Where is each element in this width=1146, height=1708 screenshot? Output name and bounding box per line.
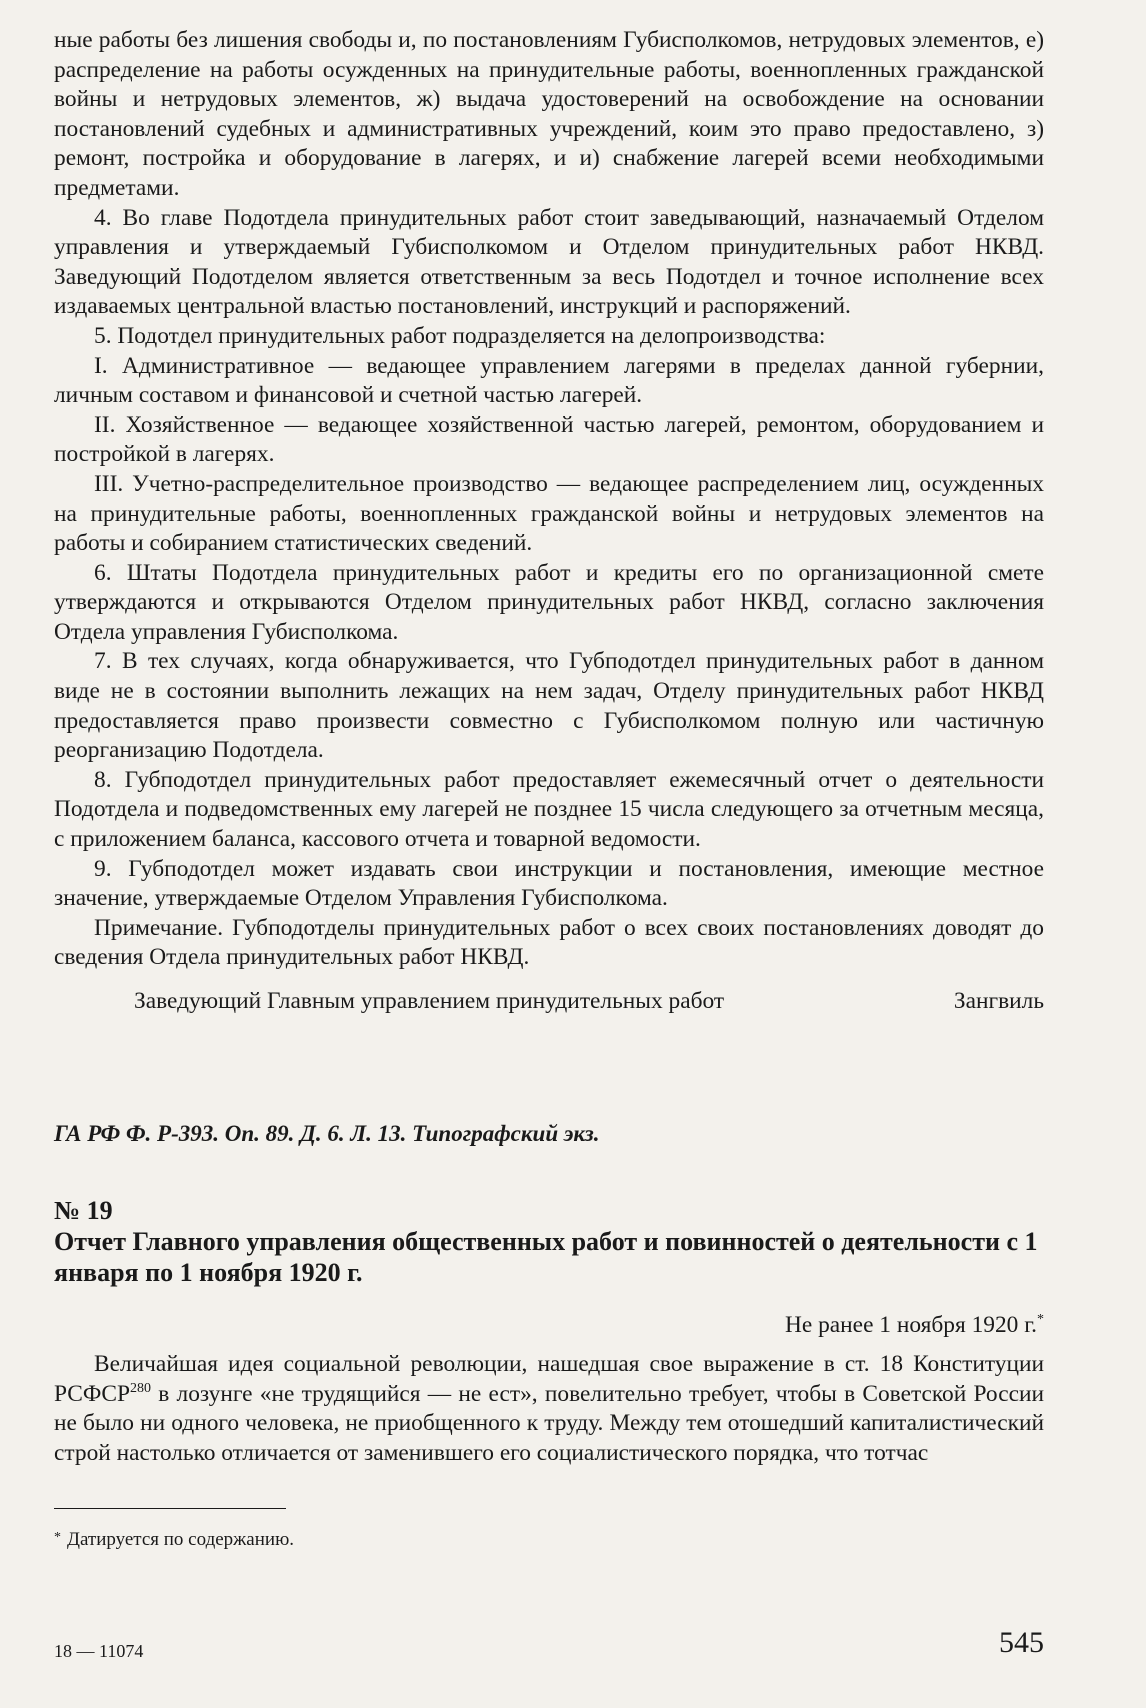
signature-name: Зангвиль [953, 988, 1044, 1014]
footnote-text: Датируется по содержанию. [67, 1529, 295, 1550]
signature-line [54, 987, 1044, 1017]
document-date-text: Не ранее 1 ноября 1920 г. [784, 1312, 1037, 1338]
paragraph-6: 6. Штаты Подотдела принудительных работ и кредиты его по организационной смете утверждаются и открываются Отделом принудительных работ НКВД, согласно заключения Отдела управления Губисполкома. [54, 559, 1044, 645]
footnote-divider [54, 1508, 286, 1509]
paragraph-5-ii: II. Хозяйственное — ведающее хозяйственной частью лагерей, ремонтом, оборудованием и постройкой в лагерях. [54, 411, 1044, 468]
note-reference: 280 [130, 1380, 151, 1396]
document-date [785, 1312, 1044, 1339]
paragraph-8: 8. Губподотдел принудительных работ предоставляет ежемесячный отчет о деятельности Подотдела и подведомственных ему лагерей не позднее 15 числа следующего за отчетным месяца, с приложением баланса, кассового отчета и товарной ведомости. [54, 766, 1044, 853]
archive-reference: ГА РФ Ф. Р-393. Оп. 89. Д. 6. Л. 13. Типографский экз. [54, 1121, 600, 1146]
sheet-signature: 18 — 11074 [54, 1641, 144, 1661]
signature-position: Заведующий Главным управлением принудительных работ [134, 988, 725, 1014]
footnote [54, 1529, 294, 1551]
document-number: № 19 [54, 1196, 113, 1225]
paragraph-4: 4. Во главе Подотдела принудительных работ стоит заведывающий, назначаемый Отделом управления и утверждаемый Губисполкомом и Отделом принудительных работ НКВД. Заведующий Подотделом является ответственным за весь Подотдел и точное исполнение всех издаваемых центральной властью постановлений, инструкций и распоряжений. [54, 204, 1044, 320]
footnote-mark: * [54, 1530, 61, 1545]
paragraph-9: 9. Губподотдел может издавать свои инструкции и постановления, имеющие местное значение, утверждаемые Отделом Управления Губисполкома. [54, 855, 1044, 912]
date-footnote-mark: * [1037, 1312, 1044, 1328]
continued-text [54, 26, 1044, 1017]
paragraph-continued: ные работы без лишения свободы и, по постановлениям Губисполкомов, нетрудовых элементов, е) распределение на работы осужденных на принудительные работы, военнопленных гражданской войны и нетрудовых элементов, ж) выдача удостоверений на освобождение на основании постановлений судебных и административных учреждений, коим это право предоставлено, з) ремонт, постройка и оборудование в лагерях, и и) снабжение лагерей всеми необходимыми предметами. [54, 27, 1044, 201]
document-title: Отчет Главного управления общественных работ и повинностей о деятельности с 1 января по 1 ноября 1920 г. [54, 1227, 1038, 1287]
paragraph-7: 7. В тех случаях, когда обнаруживается, что Губподотдел принудительных работ в данном виде не в состоянии выполнить лежащих на нем задач, Отделу принудительных работ НКВД предоставляется право произвести совместно с Губисполкомом полную или частичную реорганизацию Подотдела. [54, 648, 1044, 764]
paragraph-5-i: I. Административное — ведающее управлением лагерями в пределах данной губернии, личным составом и финансовой и счетной частью лагерей. [54, 352, 1044, 409]
page-number: 545 [999, 1626, 1044, 1659]
paragraph-5-iii: III. Учетно-распределительное производство — ведающее распределением лиц, осужденных на принудительные работы, военнопленных гражданской войны и нетрудовых элементов на работы и собиранием статистических сведений. [54, 470, 1044, 557]
paragraph-note: Примечание. Губподотделы принудительных работ о всех своих постановлениях доводят до сведения Отдела принудительных работ НКВД. [54, 914, 1044, 971]
body-paragraph [54, 1350, 1044, 1468]
document-body [54, 1350, 1044, 1468]
body-text-a: Величайшая идея социальной революции, нашедшая свое выражение в ст. 18 Конституции РСФСР [54, 1351, 1044, 1407]
paragraph-5: 5. Подотдел принудительных работ подразделяется на делопроизводства: [94, 322, 826, 349]
body-text-b: в лозунге «не трудящийся — не ест», повелительно требует, чтобы в Советской России не было ни одного человека, не приобщенного к труду. Между тем отошедший капиталистический строй настолько отличается от заменившего его социалистического порядка, что тотчас [54, 1380, 1044, 1466]
